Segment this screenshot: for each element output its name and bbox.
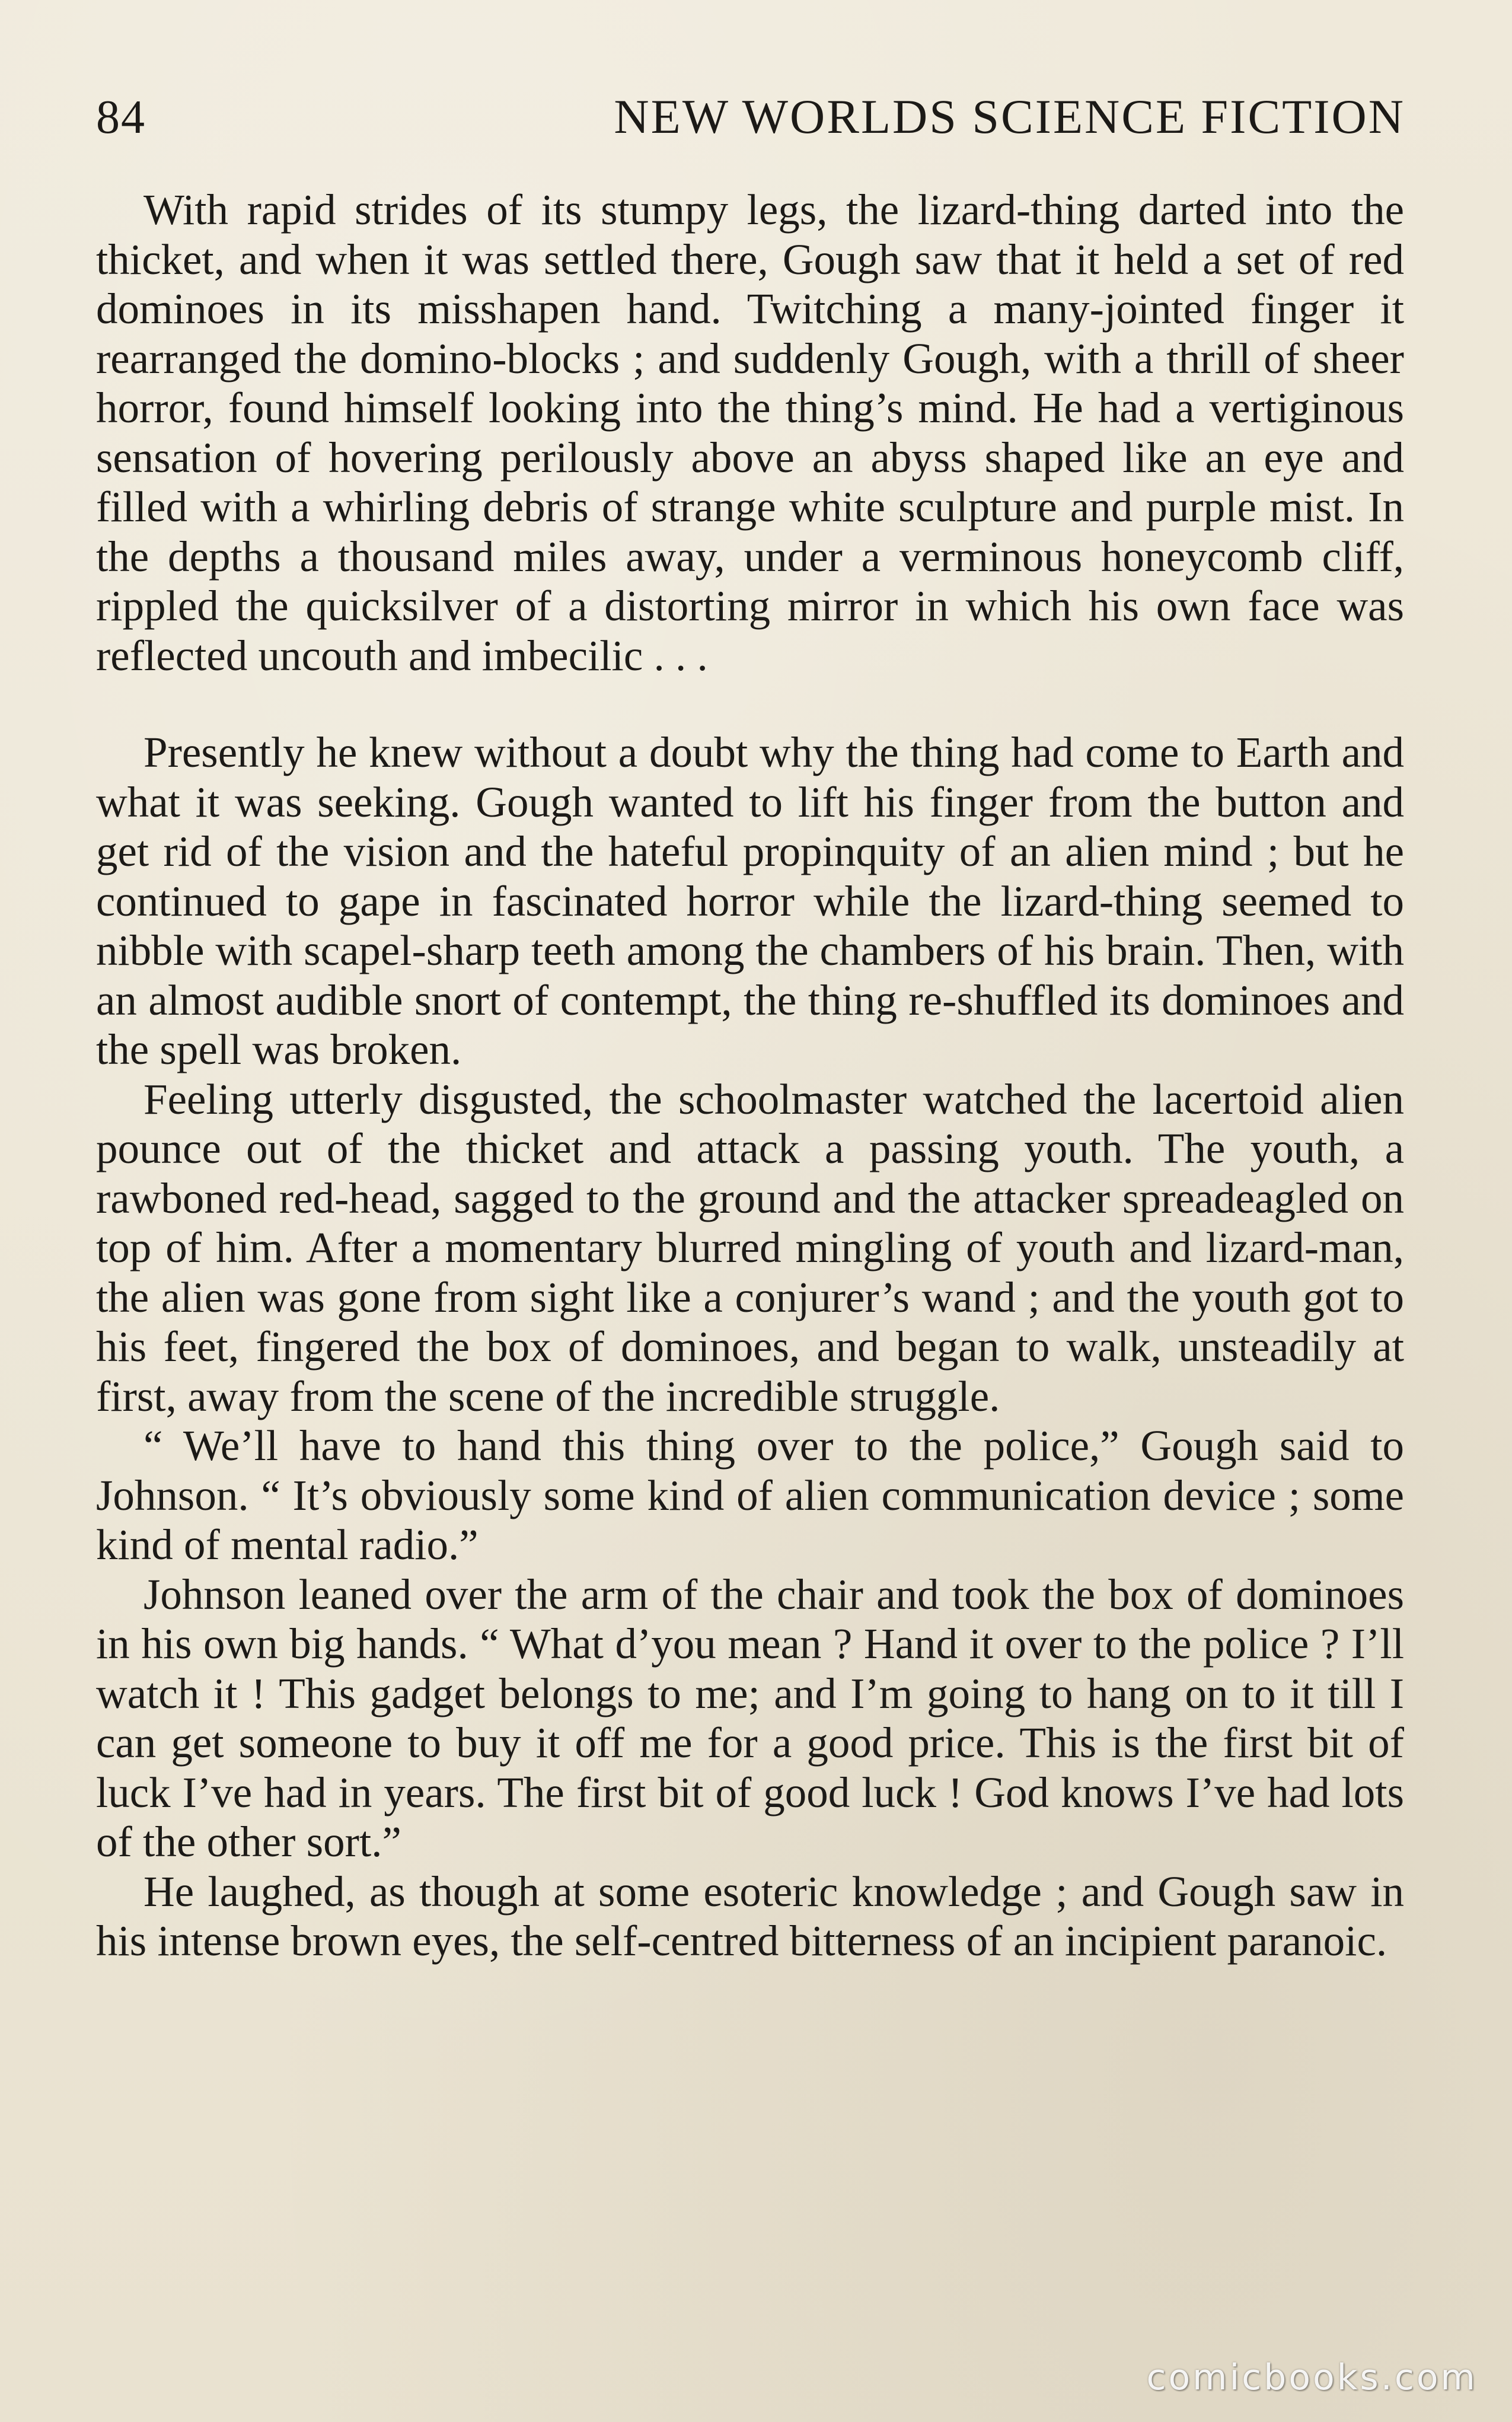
paragraph: Feeling utterly disgusted, the schoolmaster watched the lacertoid alien pounce out of the thicket and attack a passing youth. The youth, a rawboned red-head, sagged to the ground and the attacker spreadeagled on top of him. After a momentary blurred mingling of youth and lizard-man, the alien was gone from sight like a conjurer’s wand ; and the youth got to his feet, fingered the box of dominoes, and began to walk, unsteadily at first, away from the scene of the incredible struggle. (96, 1075, 1404, 1420)
running-head: NEW WORLDS SCIENCE FICTION (614, 90, 1405, 144)
paragraph: He laughed, as though at some esoteric knowledge ; and Gough saw in his intense brown eyes, the self-centred bitterness of an incipient paranoic. (96, 1867, 1404, 1965)
paragraph: With rapid strides of its stumpy legs, the lizard-thing darted into the thicket, and when it was settled there, Gough saw that it held a set of red dominoes in its misshapen hand. Twitching a many-jointed finger it rearranged the domino-blocks ; and suddenly Gough, with a thrill of sheer horror, found himself looking into the thing’s mind. He had a vertiginous sensation of hovering perilously above an abyss shaped like an eye and filled with a whirling debris of strange white sculpture and purple mist. In the depths a thousand miles away, under a verminous honeycomb cliff, rippled the quicksilver of a distorting mirror in which his own face was reflected uncouth and imbecilic . . . (96, 186, 1404, 680)
page-header (96, 89, 1405, 154)
story-text (96, 185, 1404, 1966)
watermark-logo: comicbooks.com (1146, 2357, 1478, 2398)
paragraph: “ We’ll have to hand this thing over to the police,” Gough said to Johnson. “ It’s obviously some kind of alien communication device ; some kind of mental radio.” (96, 1422, 1404, 1569)
page-number: 84 (96, 91, 146, 144)
paragraph: Johnson leaned over the arm of the chair and took the box of dominoes in his own big hands. “ What d’you mean ? Hand it over to the police ? I’ll watch it ! This gadget belongs to me; and I’m going to hang on to it till I can get someone to buy it off me for a good price. This is the first bit of luck I’ve had in years. The first bit of good luck ! God knows I’ve had lots of the other sort.” (96, 1570, 1404, 1866)
paragraph: Presently he knew without a doubt why the thing had come to Earth and what it was seeking. Gough wanted to lift his finger from the button and get rid of the vision and the hateful propinquity of an alien mind ; but he continued to gape in fascinated horror while the lizard-thing seemed to nibble with scapel-sharp teeth among the chambers of his brain. Then, with an almost audible snort of contempt, the thing re-shuffled its dominoes and the spell was broken. (96, 728, 1404, 1073)
